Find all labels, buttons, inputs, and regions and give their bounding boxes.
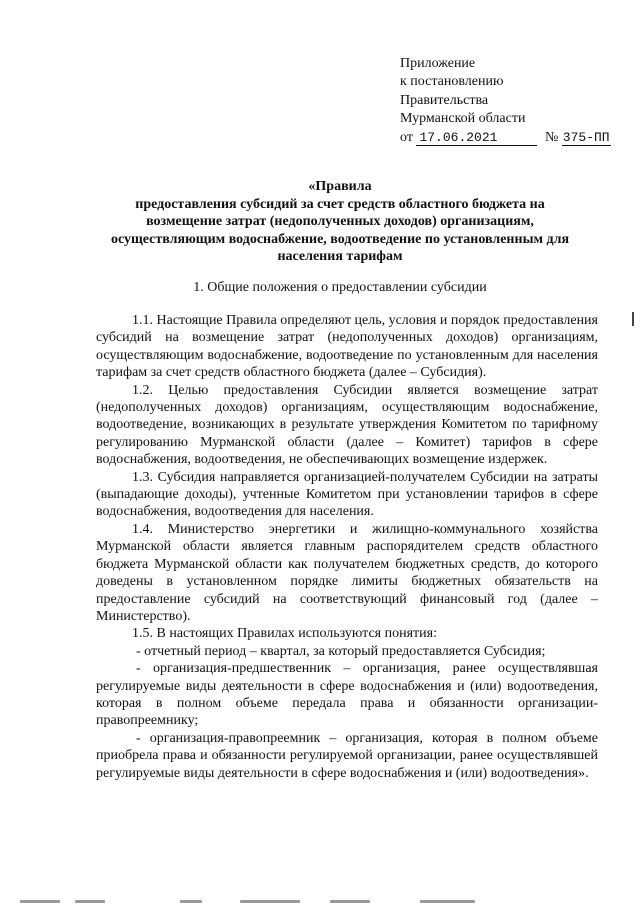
- document-title: [90, 178, 590, 266]
- annex-date-prefix: от: [400, 129, 413, 145]
- title-line-5: населения тарифам: [277, 249, 403, 265]
- annex-block: [400, 55, 630, 147]
- annex-number-sign: №: [544, 129, 559, 145]
- paragraph-1-1: 1.1. Настоящие Правила определяют цель, условия и порядок предоставления субсидий на возмещение затрат (недополученных доходов) организациям, осуществляющим водоснабжение, водоотведение по установленным для населения тарифам за счет средств областного бюджета (далее – Субсидия).: [96, 313, 598, 381]
- title-line-4: осуществляющим водоснабжение, водоотведение по установленным для: [110, 231, 570, 247]
- document-body: [96, 312, 598, 782]
- annex-line-1: Приложение: [400, 56, 476, 71]
- title-line-3: возмещение затрат (недополученных доходов) организациям,: [146, 214, 534, 230]
- annex-line-4: Мурманской области: [400, 111, 526, 127]
- definition-1: - отчетный период – квартал, за который предоставляется Субсидия;: [136, 643, 546, 659]
- annex-date-line: [400, 129, 630, 147]
- scan-artifact-bottom: [0, 896, 640, 905]
- paragraph-1-4: 1.4. Министерство энергетики и жилищно-коммунального хозяйства Мурманской области является главным распорядителем средств областного бюджета Мурманской области как получателем бюджетных средств, до которого доведены в установленном порядке лимиты бюджетных обязательств на предоставление субсидий на соответствующий финансовый год (далее – Министерство).: [96, 521, 598, 624]
- annex-line-3: Правительства: [400, 92, 489, 108]
- definition-2: - организация-предшественник – организация, ранее осуществлявшая регулируемые виды деятельности в сфере водоснабжения и (или) водоотведения, которая в полном объеме передала права и обязанности организации-правопреемнику;: [96, 661, 598, 729]
- section-heading: 1. Общие положения о предоставлении субсидии: [193, 280, 487, 295]
- annex-line-2: к постановлению: [400, 74, 504, 90]
- paragraph-1-2: 1.2. Целью предоставления Субсидии является возмещение затрат (недополученных доходов) организациям, осуществляющим водоснабжение, водоотведение, возникающих в результате утверждения Комитетом по тарифному регулированию Мурманской области (далее – Комитет) тарифов в сфере водоснабжения, водоотведения, не обеспечивающих возмещение издержек.: [96, 382, 598, 468]
- margin-mark: [632, 312, 634, 326]
- paragraph-1-5: 1.5. В настоящих Правилах используются понятия:: [132, 626, 437, 642]
- definition-3: - организация-правопреемник – организация, которая в полном объеме приобрела права и обязанности регулируемой организации, ранее осуществлявшей регулируемые виды деятельности в сфере водоснабжения и (или) водоотведения».: [96, 730, 598, 781]
- annex-number: 375-ПП: [562, 129, 610, 145]
- title-line-2: предоставления субсидий за счет средств областного бюджета на: [135, 196, 545, 212]
- paragraph-1-3: 1.3. Субсидия направляется организацией-получателем Субсидии на затраты (выпадающие доходы), учтенные Комитетом при установлении тарифов в сфере водоснабжения, водоотведения для населения.: [96, 469, 598, 520]
- annex-date: 17.06.2021: [416, 130, 537, 146]
- title-line-1: «Правила: [308, 179, 372, 194]
